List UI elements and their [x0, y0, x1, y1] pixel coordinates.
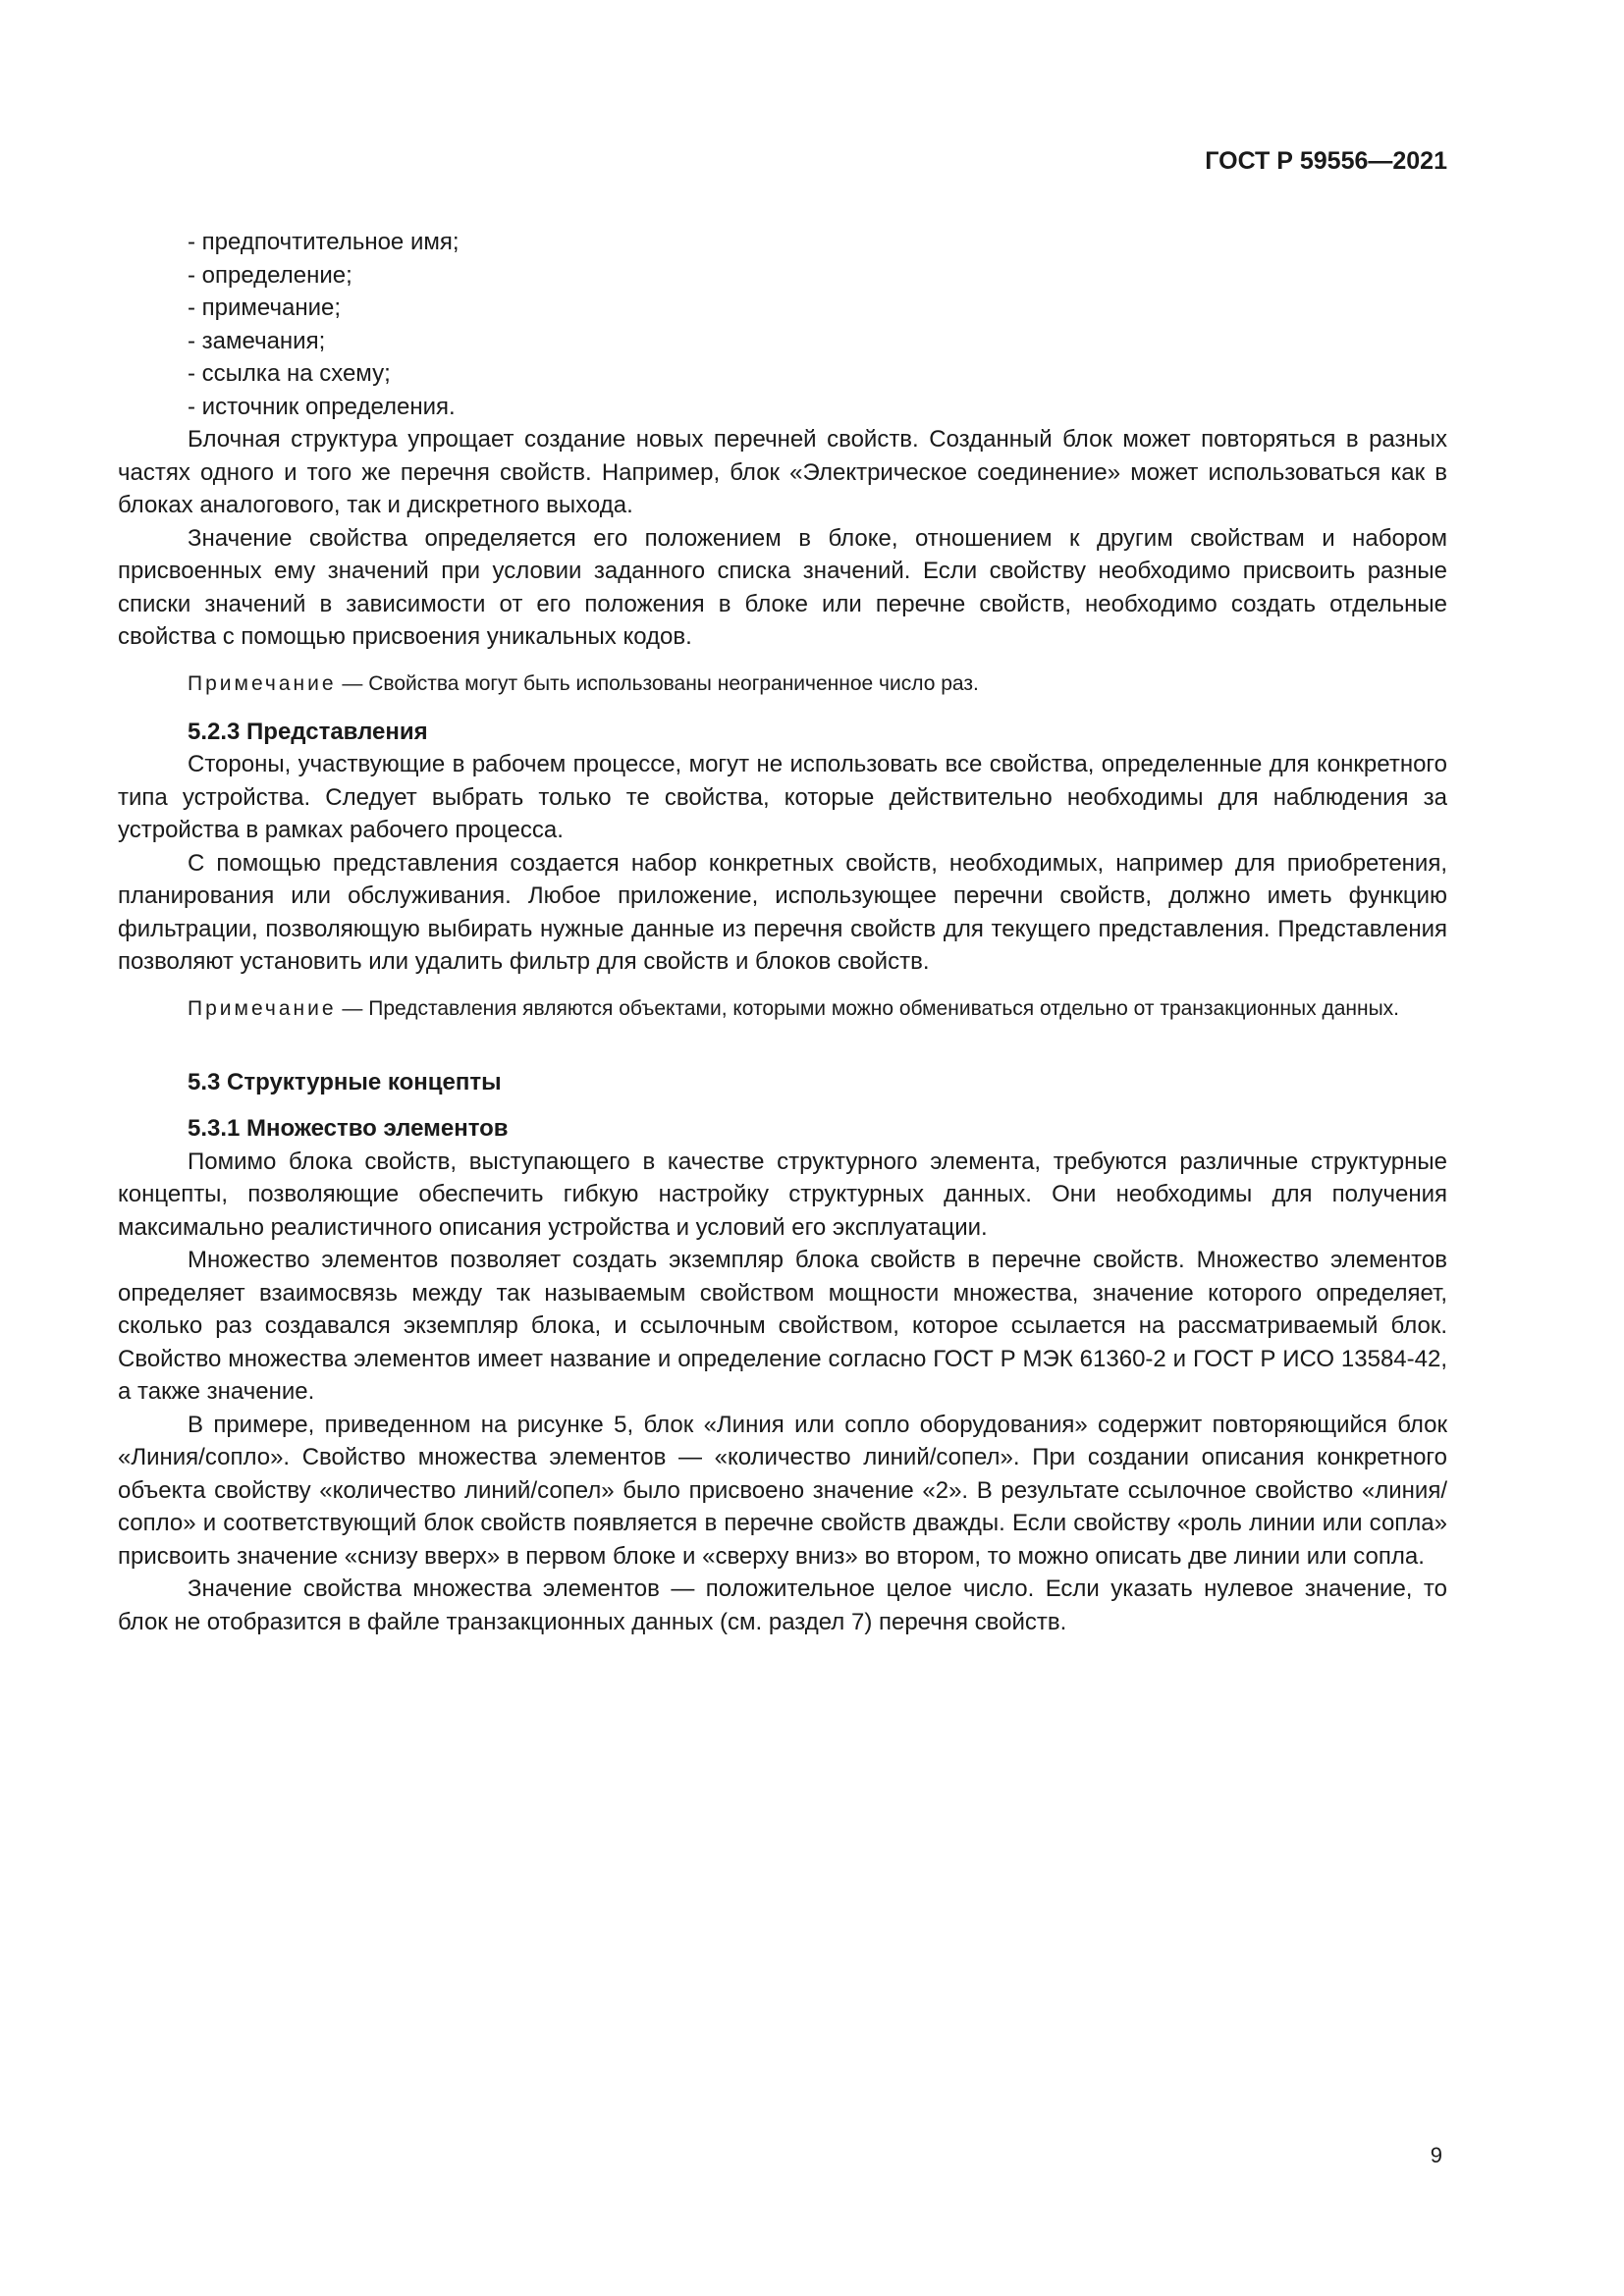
paragraph-parties: Стороны, участвующие в рабочем процессе, могут не использовать все свойства, определенные для конкретного типа устройства. Следует выбрать только те свойства, которые действительно необходимы для наблюдения за устройства в рамках рабочего процесса.	[118, 751, 1447, 843]
list-item: - предпочтительное имя;	[188, 229, 460, 255]
heading-5-2-3: 5.2.3 Представления	[188, 718, 428, 745]
list-item: - источник определения.	[188, 393, 456, 420]
paragraph-property-value: Значение свойства определяется его положением в блоке, отношением к другим свойствам и набором присвоенных ему значений при условии заданного списка значений. Если свойству необходимо присвоить разные списки значений в зависимости от его положения в блоке или перечне свойств, необходимо создать отдельные свойства с помощью присвоения уникальных кодов.	[118, 524, 1447, 650]
note-text: — Представления являются объектами, которыми можно обмениваться отдельно от транзакционных данных.	[336, 996, 1400, 1020]
note-unlimited-use	[118, 667, 1447, 700]
note-text: — Свойства могут быть использованы неограниченное число раз.	[336, 671, 979, 695]
note-label: Примечание	[188, 996, 337, 1020]
page-number: 9	[1430, 2143, 1442, 2167]
heading-5-3-1: 5.3.1 Множество элементов	[188, 1115, 509, 1142]
paragraph-block-structure: Блочная структура упрощает создание новых перечней свойств. Созданный блок может повторяться в разных частях одного и того же перечня свойств. Например, блок «Электрическое соединение» может использоваться как в блоках аналогового, так и дискретного выхода.	[118, 426, 1447, 518]
list-item: - замечания;	[188, 327, 326, 354]
paragraph-example: В примере, приведенном на рисунке 5, блок «Линия или сопло оборудования» содержит повторяющийся блок «Линия/сопло». Свойство множества элементов — «количество линий/сопел». При создании описания конкретного объекта свойству «количество линий/сопел» было присвоено значение «2». В результате ссылочное свойство «линия/сопло» и соответствующий блок свойств появляется в перечне свойств дважды. Если свойству «роль линии или сопла» присвоить значение «снизу вверх» в первом блоке и «сверху вниз» во втором, то можно описать две линии или сопла.	[118, 1411, 1447, 1570]
list-item: - определение;	[188, 261, 352, 289]
paragraph-element-set: Множество элементов позволяет создать экземпляр блока свойств в перечне свойств. Множество элементов определяет взаимосвязь между так называемым свойством мощности множества, значение которого определяет, сколько раз создавался экземпляр блока, и ссылочным свойством, которое ссылается на рассматриваемый блок. Свойство множества элементов имеет название и определение согласно ГОСТ Р МЭК 61360-2 и ГОСТ Р ИСО 13584-42, а также значение.	[118, 1247, 1447, 1405]
note-views-objects	[118, 992, 1447, 1025]
note-label: Примечание	[188, 671, 337, 695]
heading-5-3: 5.3 Структурные концепты	[188, 1068, 502, 1095]
document-id-header: ГОСТ Р 59556—2021	[1205, 147, 1447, 175]
paragraph-value-integer: Значение свойства множества элементов — положительное целое число. Если указать нулевое значение, то блок не отобразится в файле транзакционных данных (см. раздел 7) перечня свойств.	[118, 1575, 1447, 1635]
paragraph-structural-concepts: Помимо блока свойств, выступающего в качестве структурного элемента, требуются различные структурные концепты, позволяющие обеспечить гибкую настройку структурных данных. Они необходимы для получения максимально реалистичного описания устройства и условий его эксплуатации.	[118, 1148, 1447, 1241]
property-list	[118, 226, 1447, 423]
paragraph-views: С помощью представления создается набор конкретных свойств, необходимых, например для приобретения, планирования или обслуживания. Любое приложение, использующее перечни свойств, должно иметь функцию фильтрации, позволяющую выбирать нужные данные из перечня свойств для текущего представления. Представления позволяют установить или удалить фильтр для свойств и блоков свойств.	[118, 849, 1447, 975]
list-item: - ссылка на схему;	[188, 360, 391, 387]
list-item: - примечание;	[188, 294, 341, 321]
